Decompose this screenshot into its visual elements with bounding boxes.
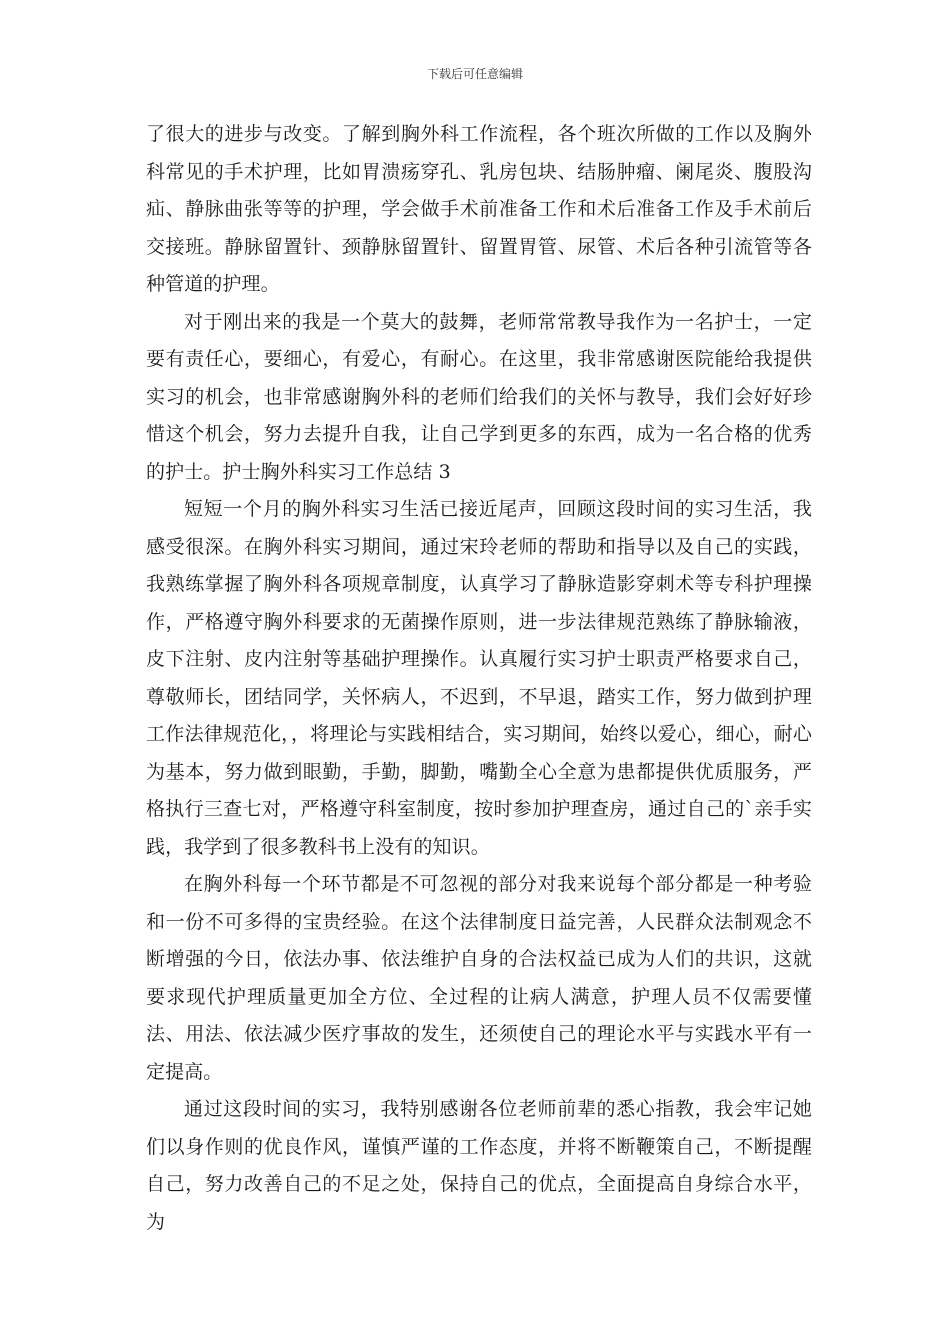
paragraph-4: 在胸外科每一个环节都是不可忽视的部分对我来说每个部分都是一种考验和一份不可多得的宝贵经验。在这个法律制度日益完善，人民群众法制观念不断增强的今日，依法办事、依法维护自身的合法权益已成为人们的共识，这就要求现代护理质量更加全方位、全过程的让病人满意，护理人员不仅需要懂法、用法、依法减少医疗事故的发生，还须使自己的理论水平与实践水平有一定提高。 [146,873,812,1083]
paragraph-1: 了很大的进步与改变。了解到胸外科工作流程，各个班次所做的工作以及胸外科常见的手术护理，比如胃溃疡穿孔、乳房包块、结肠肿瘤、阑尾炎、腹股沟疝、静脉曲张等等的护理，学会做手术前准备工作和术后准备工作及手术前后交接班。静脉留置针、颈静脉留置针、留置胃管、尿管、术后各种引流管等各种管道的护理。 [146,123,812,295]
paragraph-2: 对于刚出来的我是一个莫大的鼓舞，老师常常教导我作为一名护士，一定要有责任心，要细心，有爱心，有耐心。在这里，我非常感谢医院能给我提供实习的机会，也非常感谢胸外科的老师们给我们的关怀与教导，我们会好好珍惜这个机会，努力去提升自我，让自己学到更多的东西，成为一名合格的优秀的护士。护士胸外科实习工作总结 3 [146,310,812,483]
paragraph-3: 短短一个月的胸外科实习生活已接近尾声，回顾这段时间的实习生活，我感受很深。在胸外科实习期间，通过宋玲老师的帮助和指导以及自己的实践，我熟练掌握了胸外科各项规章制度，认真学习了静脉造影穿刺术等专科护理操作，严格遵守胸外科要求的无菌操作原则，进一步法律规范熟练了静脉输液，皮下注射、皮内注射等基础护理操作。认真履行实习护士职责严格要求自己，尊敬师长，团结同学，关怀病人，不迟到，不早退，踏实工作，努力做到护理工作法律规范化，，将理论与实践相结合，实习期间，始终以爱心，细心，耐心为基本，努力做到眼勤，手勤，脚勤，嘴勤全心全意为患都提供优质服务，严格执行三查七对，严格遵守科室制度，按时参加护理查房，通过自己的`亲手实践，我学到了很多教科书上没有的知识。 [146,498,812,858]
paragraph-5: 通过这段时间的实习，我特别感谢各位老师前辈的悉心指教，我会牢记她们以身作则的优良作风，谨慎严谨的工作态度，并将不断鞭策自己，不断提醒自己，努力改善自己的不足之处，保持自己的优点，全面提高自身综合水平，为 [146,1098,812,1233]
document-body [146,116,812,1241]
page-header: 下载后可任意编辑 [426,67,523,81]
